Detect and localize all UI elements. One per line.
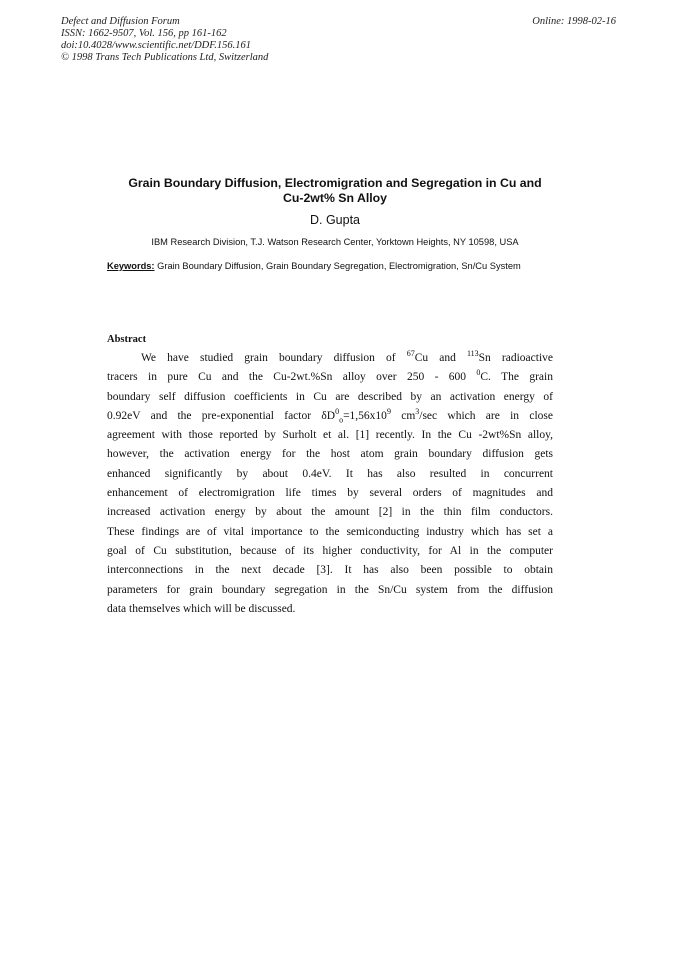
publication-info: [61, 16, 268, 64]
superscript: 0: [476, 368, 481, 378]
abstract-line: These findings are of vital importance to the semiconducting industry which has set a: [107, 525, 553, 538]
text-run: Sn radioactive: [478, 352, 553, 364]
doi-link[interactable]: doi:10.4028/www.scientific.net/DDF.156.161: [61, 40, 252, 51]
copyright-line: © 1998 Trans Tech Publications Ltd, Switzerland: [61, 52, 269, 63]
abstract-line: enhancement of electromigration life times by several orders of magnitudes and: [107, 487, 553, 500]
paper-title: [100, 176, 570, 205]
keywords-label: Keywords:: [107, 261, 155, 271]
abstract-line: data themselves which will be discussed.: [107, 602, 296, 615]
text-run: tracers in pure Cu and the Cu-2wt.%Sn alloy over 250 - 600: [107, 371, 477, 384]
author-affiliation: IBM Research Division, T.J. Watson Research Center, Yorktown Heights, NY 10598, USA: [151, 237, 519, 247]
abstract-line: boundary self diffusion coefficients in Cu are described by an activation energy of: [107, 390, 553, 403]
text-run: We have studied grain boundary diffusion of: [141, 352, 407, 364]
text-run: 0.92eV and the pre-exponential factor δD: [107, 409, 336, 422]
online-date: Online: 1998-02-16: [532, 16, 616, 27]
abstract-line: enhanced significantly by about 0.4eV. It has also resulted in concurrent: [107, 467, 553, 480]
superscript: 9: [386, 407, 391, 417]
superscript: 113: [466, 349, 479, 359]
text-run: Cu and: [414, 352, 467, 364]
abstract-heading: Abstract: [107, 334, 147, 345]
abstract-line: increased activation energy by about the amount [2] in the thin film conductors.: [107, 506, 553, 519]
abstract-line: [107, 407, 553, 426]
abstract-line: goal of Cu substitution, because of its higher conductivity, for Al in the computer: [107, 544, 553, 557]
title-line-2: Cu-2wt% Sn Alloy: [282, 190, 388, 205]
text-run: C. The grain: [480, 371, 553, 384]
abstract-line: [107, 349, 553, 368]
keywords: [107, 261, 557, 272]
journal-name: Defect and Diffusion Forum: [61, 16, 180, 27]
superscript: 0: [335, 407, 340, 417]
text-run: =1,56x10: [343, 409, 387, 422]
superscript: 3: [415, 407, 420, 417]
abstract-line: [107, 368, 553, 387]
abstract-line: agreement with those reported by Surholt et al. [1] recently. In the Cu -2wt%Sn alloy,: [107, 429, 553, 442]
abstract-line: however, the activation energy for the host atom grain boundary diffusion gets: [107, 448, 553, 461]
abstract-line: parameters for grain boundary segregation in the Sn/Cu system from the diffusion: [107, 583, 553, 596]
text-run: cm: [390, 409, 416, 422]
title-line-1: Grain Boundary Diffusion, Electromigration and Segregation in Cu and: [128, 176, 542, 190]
abstract-body: [107, 349, 553, 619]
author-name: D. Gupta: [309, 213, 361, 227]
abstract-line: interconnections in the next decade [3]. It has also been possible to obtain: [107, 564, 553, 577]
keywords-text: Grain Boundary Diffusion, Grain Boundary Segregation, Electromigration, Sn/Cu System: [154, 261, 521, 271]
text-run: /sec which are in close: [419, 409, 553, 422]
subscript: o: [339, 415, 344, 425]
issn-line: ISSN: 1662-9507, Vol. 156, pp 161-162: [61, 28, 227, 39]
superscript: 67: [406, 349, 415, 359]
